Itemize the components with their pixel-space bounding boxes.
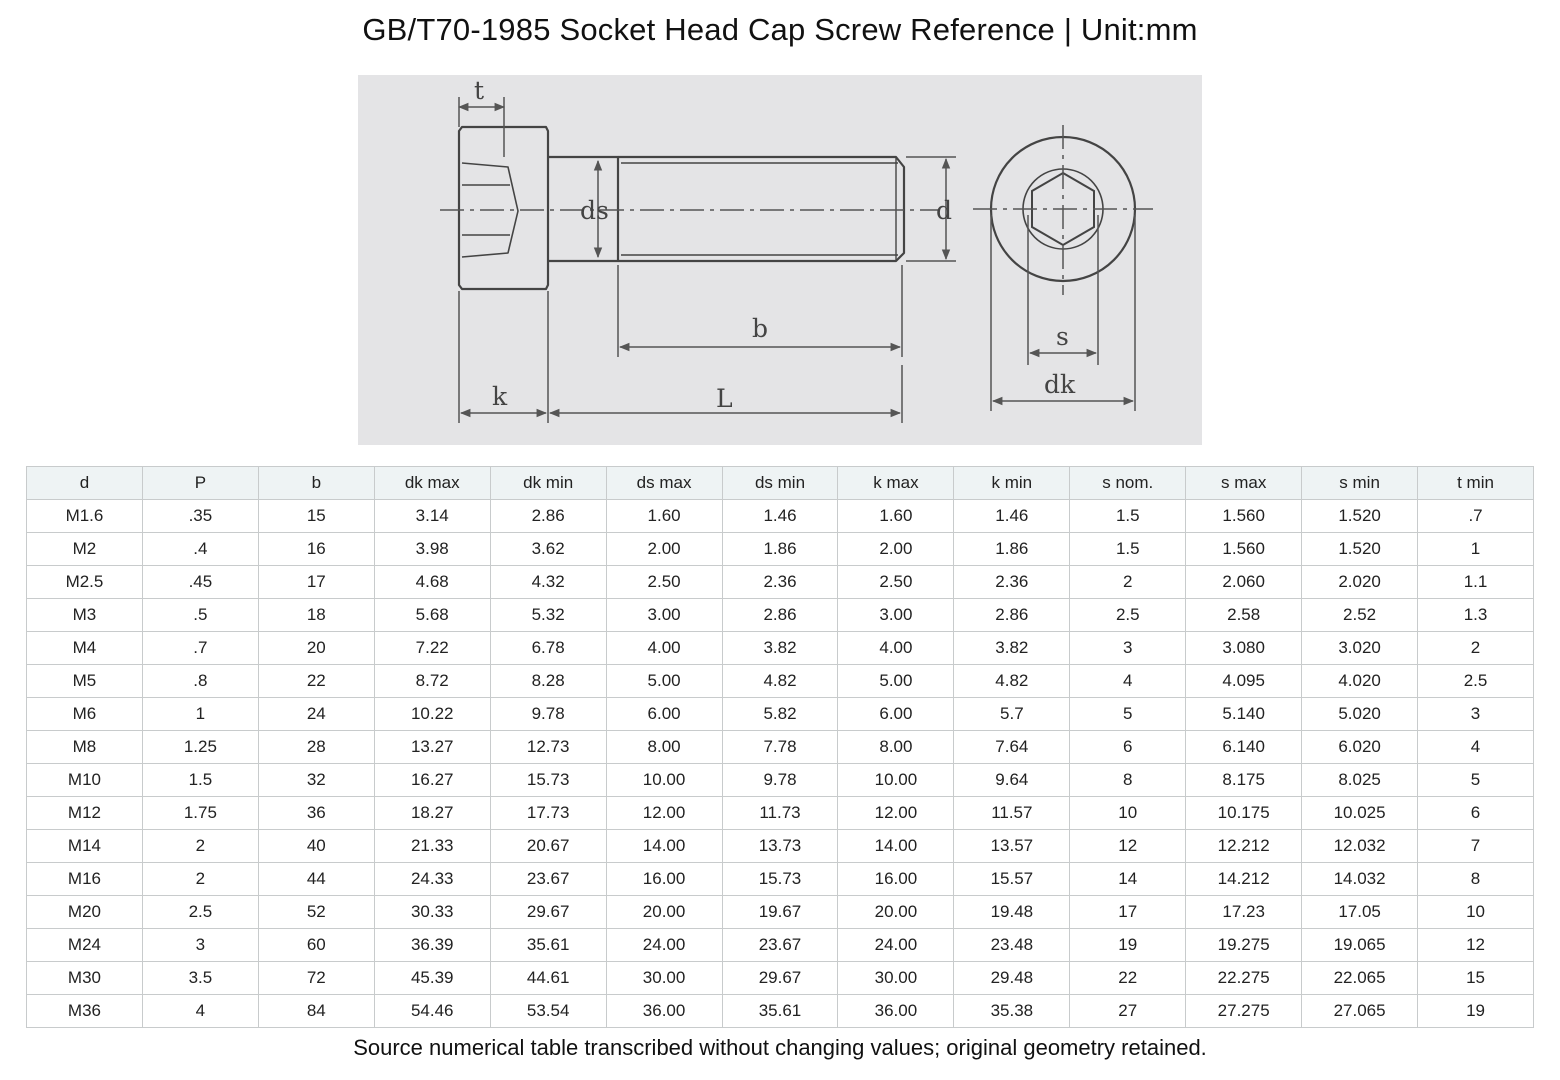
table-cell: 4.00 bbox=[606, 632, 722, 665]
table-cell: 11.73 bbox=[722, 797, 838, 830]
table-cell: 2.5 bbox=[1418, 665, 1534, 698]
table-cell: 5.020 bbox=[1302, 698, 1418, 731]
table-cell: 24.00 bbox=[838, 929, 954, 962]
table-cell: 17 bbox=[258, 566, 374, 599]
table-cell: 6.00 bbox=[606, 698, 722, 731]
table-cell: 15.73 bbox=[722, 863, 838, 896]
table-cell: M4 bbox=[27, 632, 143, 665]
table-cell: 2.00 bbox=[838, 533, 954, 566]
table-cell: 14.032 bbox=[1302, 863, 1418, 896]
table-cell: 1 bbox=[1418, 533, 1534, 566]
table-cell: 22.275 bbox=[1186, 962, 1302, 995]
table-cell: 3.5 bbox=[142, 962, 258, 995]
table-cell: 36.00 bbox=[606, 995, 722, 1028]
table-row bbox=[27, 698, 1534, 731]
table-cell: 2 bbox=[142, 863, 258, 896]
table-cell: 15.73 bbox=[490, 764, 606, 797]
table-cell: 44 bbox=[258, 863, 374, 896]
table-cell: 18.27 bbox=[374, 797, 490, 830]
table-cell: 22.065 bbox=[1302, 962, 1418, 995]
table-cell: 1.75 bbox=[142, 797, 258, 830]
table-cell: 1.46 bbox=[954, 500, 1070, 533]
table-cell: 4.82 bbox=[722, 665, 838, 698]
column-header: dk min bbox=[490, 467, 606, 500]
table-cell: 7.22 bbox=[374, 632, 490, 665]
table-row bbox=[27, 995, 1534, 1028]
table-cell: 2.36 bbox=[954, 566, 1070, 599]
table-cell: 1 bbox=[142, 698, 258, 731]
table-cell: 16.27 bbox=[374, 764, 490, 797]
table-cell: 1.520 bbox=[1302, 500, 1418, 533]
table-cell: 3.00 bbox=[606, 599, 722, 632]
table-cell: 2.5 bbox=[142, 896, 258, 929]
table-row bbox=[27, 764, 1534, 797]
table-cell: 29.67 bbox=[722, 962, 838, 995]
table-cell: 12 bbox=[1070, 830, 1186, 863]
table-cell: 3.00 bbox=[838, 599, 954, 632]
table-cell: 1.60 bbox=[606, 500, 722, 533]
table-cell: .35 bbox=[142, 500, 258, 533]
table-cell: 5.00 bbox=[606, 665, 722, 698]
table-cell: 2.5 bbox=[1070, 599, 1186, 632]
table-cell: 54.46 bbox=[374, 995, 490, 1028]
table-cell: 4 bbox=[1418, 731, 1534, 764]
table-cell: M1.6 bbox=[27, 500, 143, 533]
table-cell: 3.080 bbox=[1186, 632, 1302, 665]
table-cell: .7 bbox=[142, 632, 258, 665]
table-cell: 2.50 bbox=[838, 566, 954, 599]
table-cell: 5.82 bbox=[722, 698, 838, 731]
table-row bbox=[27, 962, 1534, 995]
table-header-row bbox=[27, 467, 1534, 500]
table-cell: 9.78 bbox=[490, 698, 606, 731]
table-cell: 2.00 bbox=[606, 533, 722, 566]
table-cell: 12.00 bbox=[606, 797, 722, 830]
table-cell: 19.065 bbox=[1302, 929, 1418, 962]
table-cell: M2 bbox=[27, 533, 143, 566]
table-cell: 19.48 bbox=[954, 896, 1070, 929]
table-cell: 27.275 bbox=[1186, 995, 1302, 1028]
dim-label-t: t bbox=[474, 76, 485, 105]
table-cell: 1.560 bbox=[1186, 533, 1302, 566]
table-cell: 8.175 bbox=[1186, 764, 1302, 797]
table-cell: 52 bbox=[258, 896, 374, 929]
table-cell: 8 bbox=[1418, 863, 1534, 896]
table-cell: 36.39 bbox=[374, 929, 490, 962]
table-cell: 3.14 bbox=[374, 500, 490, 533]
table-row bbox=[27, 863, 1534, 896]
table-cell: 2 bbox=[142, 830, 258, 863]
table-cell: 35.61 bbox=[490, 929, 606, 962]
table-cell: 2 bbox=[1418, 632, 1534, 665]
table-cell: 2 bbox=[1070, 566, 1186, 599]
table-cell: 16 bbox=[258, 533, 374, 566]
table-cell: 8.025 bbox=[1302, 764, 1418, 797]
table-cell: 3.98 bbox=[374, 533, 490, 566]
screw-dimension-drawing bbox=[358, 75, 1202, 445]
table-cell: 15 bbox=[1418, 962, 1534, 995]
table-cell: 23.67 bbox=[722, 929, 838, 962]
table-cell: 35.61 bbox=[722, 995, 838, 1028]
table-cell: 3 bbox=[1070, 632, 1186, 665]
table-cell: .45 bbox=[142, 566, 258, 599]
column-header: ds max bbox=[606, 467, 722, 500]
table-cell: 1.25 bbox=[142, 731, 258, 764]
table-cell: 6.020 bbox=[1302, 731, 1418, 764]
table-cell: 2.86 bbox=[954, 599, 1070, 632]
table-cell: 24 bbox=[258, 698, 374, 731]
table-cell: 15.57 bbox=[954, 863, 1070, 896]
table-cell: 6.00 bbox=[838, 698, 954, 731]
table-cell: 60 bbox=[258, 929, 374, 962]
table-cell: M36 bbox=[27, 995, 143, 1028]
table-cell: 15 bbox=[258, 500, 374, 533]
table-cell: 3 bbox=[142, 929, 258, 962]
table-cell: 13.73 bbox=[722, 830, 838, 863]
dim-label-b: b bbox=[752, 314, 769, 343]
table-cell: .7 bbox=[1418, 500, 1534, 533]
table-cell: 30.00 bbox=[838, 962, 954, 995]
table-cell: 4.68 bbox=[374, 566, 490, 599]
table-cell: 3 bbox=[1418, 698, 1534, 731]
dim-label-dk: dk bbox=[1044, 370, 1076, 399]
column-header: b bbox=[258, 467, 374, 500]
table-row bbox=[27, 797, 1534, 830]
table-cell: 4.32 bbox=[490, 566, 606, 599]
table-cell: 4.00 bbox=[838, 632, 954, 665]
table-row bbox=[27, 632, 1534, 665]
table-cell: 6 bbox=[1070, 731, 1186, 764]
table-cell: 2.50 bbox=[606, 566, 722, 599]
table-cell: 2.86 bbox=[722, 599, 838, 632]
dim-label-k: k bbox=[492, 382, 508, 411]
dim-label-d: d bbox=[936, 196, 953, 225]
table-cell: 10 bbox=[1418, 896, 1534, 929]
table-cell: 1.560 bbox=[1186, 500, 1302, 533]
table-cell: 14.00 bbox=[606, 830, 722, 863]
table-cell: 8 bbox=[1070, 764, 1186, 797]
table-cell: 44.61 bbox=[490, 962, 606, 995]
table-cell: 5.7 bbox=[954, 698, 1070, 731]
table-cell: 10.00 bbox=[838, 764, 954, 797]
table-cell: 22 bbox=[258, 665, 374, 698]
table-cell: 10.175 bbox=[1186, 797, 1302, 830]
table-cell: 10 bbox=[1070, 797, 1186, 830]
table-row bbox=[27, 533, 1534, 566]
table-cell: M14 bbox=[27, 830, 143, 863]
table-cell: 20 bbox=[258, 632, 374, 665]
table-cell: M8 bbox=[27, 731, 143, 764]
table-cell: 24.00 bbox=[606, 929, 722, 962]
table-cell: .5 bbox=[142, 599, 258, 632]
table-cell: M24 bbox=[27, 929, 143, 962]
table-cell: 5.32 bbox=[490, 599, 606, 632]
table-cell: 23.67 bbox=[490, 863, 606, 896]
table-cell: 1.86 bbox=[722, 533, 838, 566]
table-cell: 3.62 bbox=[490, 533, 606, 566]
table-cell: 4 bbox=[142, 995, 258, 1028]
table-cell: 2.020 bbox=[1302, 566, 1418, 599]
table-cell: 4.095 bbox=[1186, 665, 1302, 698]
table-cell: 12 bbox=[1418, 929, 1534, 962]
table-cell: 1.520 bbox=[1302, 533, 1418, 566]
table-cell: 13.57 bbox=[954, 830, 1070, 863]
table-cell: M2.5 bbox=[27, 566, 143, 599]
table-cell: 30.33 bbox=[374, 896, 490, 929]
table-cell: 2.58 bbox=[1186, 599, 1302, 632]
table-row bbox=[27, 599, 1534, 632]
table-cell: 27 bbox=[1070, 995, 1186, 1028]
table-row bbox=[27, 830, 1534, 863]
table-cell: 24.33 bbox=[374, 863, 490, 896]
table-cell: 12.032 bbox=[1302, 830, 1418, 863]
table-cell: M20 bbox=[27, 896, 143, 929]
table-cell: 17 bbox=[1070, 896, 1186, 929]
column-header: d bbox=[27, 467, 143, 500]
table-cell: 3.020 bbox=[1302, 632, 1418, 665]
table-cell: 23.48 bbox=[954, 929, 1070, 962]
table-cell: 1.60 bbox=[838, 500, 954, 533]
table-cell: M3 bbox=[27, 599, 143, 632]
table-cell: 72 bbox=[258, 962, 374, 995]
table-cell: 29.48 bbox=[954, 962, 1070, 995]
table-cell: 9.78 bbox=[722, 764, 838, 797]
table-cell: M6 bbox=[27, 698, 143, 731]
table-cell: 1.3 bbox=[1418, 599, 1534, 632]
table-cell: 12.73 bbox=[490, 731, 606, 764]
table-cell: 21.33 bbox=[374, 830, 490, 863]
table-cell: 36 bbox=[258, 797, 374, 830]
table-cell: 5 bbox=[1070, 698, 1186, 731]
table-cell: 10.00 bbox=[606, 764, 722, 797]
table-cell: 29.67 bbox=[490, 896, 606, 929]
table-cell: 1.86 bbox=[954, 533, 1070, 566]
table-body bbox=[27, 500, 1534, 1028]
table-cell: M10 bbox=[27, 764, 143, 797]
table-cell: 5.68 bbox=[374, 599, 490, 632]
table-cell: 1.46 bbox=[722, 500, 838, 533]
table-cell: 2.86 bbox=[490, 500, 606, 533]
table-cell: M12 bbox=[27, 797, 143, 830]
dim-label-ds: ds bbox=[580, 196, 609, 225]
table-cell: 10.22 bbox=[374, 698, 490, 731]
table-cell: 16.00 bbox=[606, 863, 722, 896]
column-header: dk max bbox=[374, 467, 490, 500]
table-cell: 53.54 bbox=[490, 995, 606, 1028]
table-cell: M16 bbox=[27, 863, 143, 896]
table-cell: 6.78 bbox=[490, 632, 606, 665]
table-cell: 2.060 bbox=[1186, 566, 1302, 599]
table-cell: 22 bbox=[1070, 962, 1186, 995]
table-cell: 8.28 bbox=[490, 665, 606, 698]
table-cell: .4 bbox=[142, 533, 258, 566]
table-cell: 8.72 bbox=[374, 665, 490, 698]
column-header: s max bbox=[1186, 467, 1302, 500]
table-row bbox=[27, 566, 1534, 599]
column-header: s nom. bbox=[1070, 467, 1186, 500]
table-cell: 4.82 bbox=[954, 665, 1070, 698]
table-cell: 17.23 bbox=[1186, 896, 1302, 929]
table-cell: 8.00 bbox=[606, 731, 722, 764]
table-cell: .8 bbox=[142, 665, 258, 698]
table-cell: 12.00 bbox=[838, 797, 954, 830]
table-cell: 40 bbox=[258, 830, 374, 863]
table-cell: 20.00 bbox=[838, 896, 954, 929]
table-cell: 35.38 bbox=[954, 995, 1070, 1028]
table-cell: 7.78 bbox=[722, 731, 838, 764]
table-cell: M30 bbox=[27, 962, 143, 995]
table-cell: 1.5 bbox=[1070, 500, 1186, 533]
table-cell: 17.73 bbox=[490, 797, 606, 830]
table-cell: 9.64 bbox=[954, 764, 1070, 797]
table-cell: 4 bbox=[1070, 665, 1186, 698]
table-cell: 11.57 bbox=[954, 797, 1070, 830]
table-cell: 7 bbox=[1418, 830, 1534, 863]
table-cell: 19.275 bbox=[1186, 929, 1302, 962]
table-cell: 14 bbox=[1070, 863, 1186, 896]
table-cell: 12.212 bbox=[1186, 830, 1302, 863]
table-cell: 7.64 bbox=[954, 731, 1070, 764]
table-cell: 10.025 bbox=[1302, 797, 1418, 830]
table-cell: 20.00 bbox=[606, 896, 722, 929]
dim-label-s: s bbox=[1056, 322, 1069, 351]
table-cell: 3.82 bbox=[722, 632, 838, 665]
table-cell: 5 bbox=[1418, 764, 1534, 797]
table-cell: 3.82 bbox=[954, 632, 1070, 665]
table-row bbox=[27, 665, 1534, 698]
table-cell: 18 bbox=[258, 599, 374, 632]
table-row bbox=[27, 731, 1534, 764]
table-cell: 2.36 bbox=[722, 566, 838, 599]
table-row bbox=[27, 929, 1534, 962]
table-cell: 1.1 bbox=[1418, 566, 1534, 599]
footnote: Source numerical table transcribed without changing values; original geometry retained. bbox=[353, 1035, 1207, 1060]
table-cell: 19.67 bbox=[722, 896, 838, 929]
table-cell: 28 bbox=[258, 731, 374, 764]
table-row bbox=[27, 500, 1534, 533]
table-cell: 1.5 bbox=[1070, 533, 1186, 566]
table-cell: 2.52 bbox=[1302, 599, 1418, 632]
table-cell: 6 bbox=[1418, 797, 1534, 830]
table-cell: 20.67 bbox=[490, 830, 606, 863]
table-cell: 19 bbox=[1070, 929, 1186, 962]
table-cell: 1.5 bbox=[142, 764, 258, 797]
page-title: GB/T70-1985 Socket Head Cap Screw Reference | Unit:mm bbox=[362, 12, 1198, 47]
table-cell: 36.00 bbox=[838, 995, 954, 1028]
table-row bbox=[27, 896, 1534, 929]
column-header: k max bbox=[838, 467, 954, 500]
table-cell: 45.39 bbox=[374, 962, 490, 995]
column-header: ds min bbox=[722, 467, 838, 500]
table-cell: 5.00 bbox=[838, 665, 954, 698]
table-cell: 13.27 bbox=[374, 731, 490, 764]
dimension-table bbox=[26, 466, 1534, 1028]
table-cell: 27.065 bbox=[1302, 995, 1418, 1028]
table-cell: 5.140 bbox=[1186, 698, 1302, 731]
screw-thread-outline bbox=[618, 157, 904, 261]
column-header: k min bbox=[954, 467, 1070, 500]
column-header: t min bbox=[1418, 467, 1534, 500]
table-cell: 16.00 bbox=[838, 863, 954, 896]
table-cell: 14.212 bbox=[1186, 863, 1302, 896]
table-cell: 4.020 bbox=[1302, 665, 1418, 698]
table-cell: 14.00 bbox=[838, 830, 954, 863]
table-cell: 30.00 bbox=[606, 962, 722, 995]
table-cell: 8.00 bbox=[838, 731, 954, 764]
column-header: s min bbox=[1302, 467, 1418, 500]
table-cell: 6.140 bbox=[1186, 731, 1302, 764]
table-cell: 17.05 bbox=[1302, 896, 1418, 929]
table-cell: M5 bbox=[27, 665, 143, 698]
column-header: P bbox=[142, 467, 258, 500]
dim-label-l: L bbox=[716, 384, 733, 413]
table-cell: 84 bbox=[258, 995, 374, 1028]
table-cell: 32 bbox=[258, 764, 374, 797]
table-cell: 19 bbox=[1418, 995, 1534, 1028]
